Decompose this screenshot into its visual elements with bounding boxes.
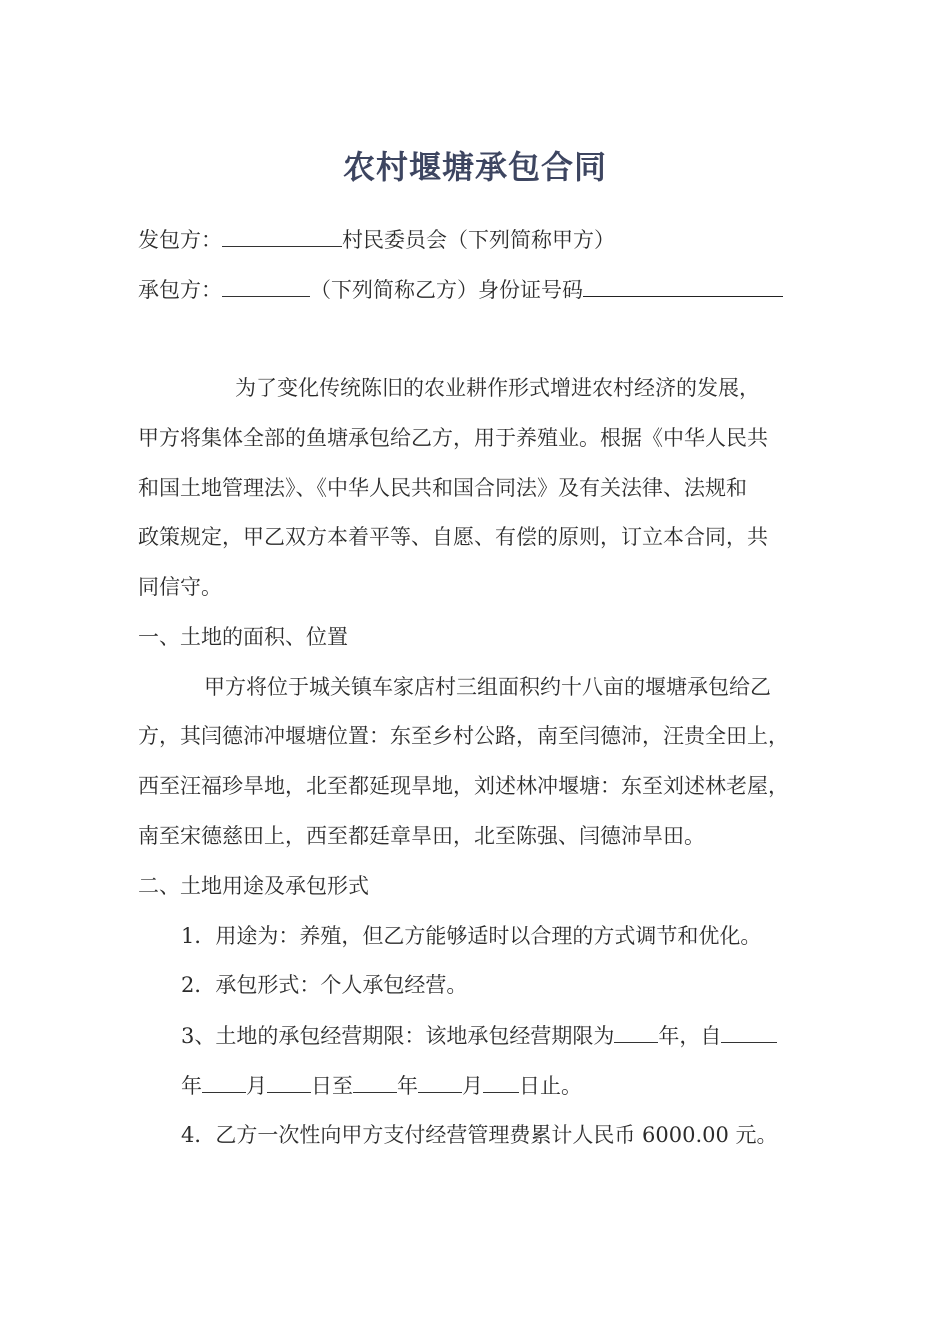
contractor-suffix: 村民委员会（下列简称甲方） — [342, 228, 615, 252]
id-number-blank[interactable] — [583, 274, 783, 297]
section1-line: 方，其闫德沛冲堰塘位置：东至乡村公路，南至闫德沛，汪贵全田上， — [138, 724, 789, 748]
end-label: 日止。 — [519, 1074, 582, 1098]
item3-text-b: 年，自 — [658, 1024, 722, 1048]
contractee-label: 承包方： — [138, 278, 222, 302]
contractee-line — [138, 274, 783, 305]
contractee-name-blank[interactable] — [222, 274, 310, 297]
year2-label: 年 — [397, 1074, 418, 1098]
end-month-blank[interactable] — [418, 1070, 462, 1093]
section1-line: 南至宋德慈田上，西至都廷章旱田，北至陈强、闫德沛旱田。 — [138, 824, 705, 848]
month-label: 月 — [246, 1074, 267, 1098]
contractor-line — [138, 224, 615, 255]
intro-line: 政策规定，甲乙双方本着平等、自愿、有偿的原则，订立本合同，共 — [138, 525, 768, 549]
start-year-blank[interactable] — [721, 1020, 777, 1043]
document-title: 农村堰塘承包合同 — [342, 148, 607, 186]
section2-item2: 2．承包形式：个人承包经营。 — [181, 973, 468, 997]
start-day-blank[interactable] — [267, 1070, 311, 1093]
section1-line: 甲方将位于城关镇车家店村三组面积约十八亩的堰塘承包给乙 — [204, 675, 771, 699]
contractor-name-blank[interactable] — [222, 224, 342, 247]
intro-line: 甲方将集体全部的鱼塘承包给乙方，用于养殖业。根据《中华人民共 — [138, 426, 768, 450]
term-years-blank[interactable] — [614, 1020, 658, 1043]
section2-heading: 二、土地用途及承包形式 — [138, 874, 369, 898]
section2-item3-line2 — [181, 1070, 582, 1101]
section1-heading: 一、土地的面积、位置 — [138, 625, 348, 649]
section2-item3-line1 — [181, 1020, 777, 1051]
day-to-label: 日至 — [311, 1074, 353, 1098]
intro-line: 为了变化传统陈旧的农业耕作形式增进农村经济的发展， — [235, 376, 760, 400]
section2-item1: 1．用途为：养殖，但乙方能够适时以合理的方式调节和优化。 — [181, 924, 762, 948]
end-year-blank[interactable] — [353, 1070, 397, 1093]
section2-item4: 4．乙方一次性向甲方支付经营管理费累计人民币 6000.00 元。 — [181, 1123, 778, 1147]
item3-text-a: 3、土地的承包经营期限：该地承包经营期限为 — [181, 1024, 615, 1048]
end-day-blank[interactable] — [483, 1070, 519, 1093]
contractor-label: 发包方： — [138, 228, 222, 252]
start-month-blank[interactable] — [202, 1070, 246, 1093]
contractee-mid: （下列简称乙方）身份证号码 — [310, 278, 583, 302]
month2-label: 月 — [462, 1074, 483, 1098]
intro-line: 同信守。 — [138, 575, 222, 599]
section1-line: 西至汪福珍旱地，北至都延现旱地，刘述林冲堰塘：东至刘述林老屋， — [138, 774, 789, 798]
intro-line: 和国土地管理法》、《中华人民共和国合同法》及有关法律、法规和 — [138, 476, 747, 500]
year-label: 年 — [181, 1074, 202, 1098]
